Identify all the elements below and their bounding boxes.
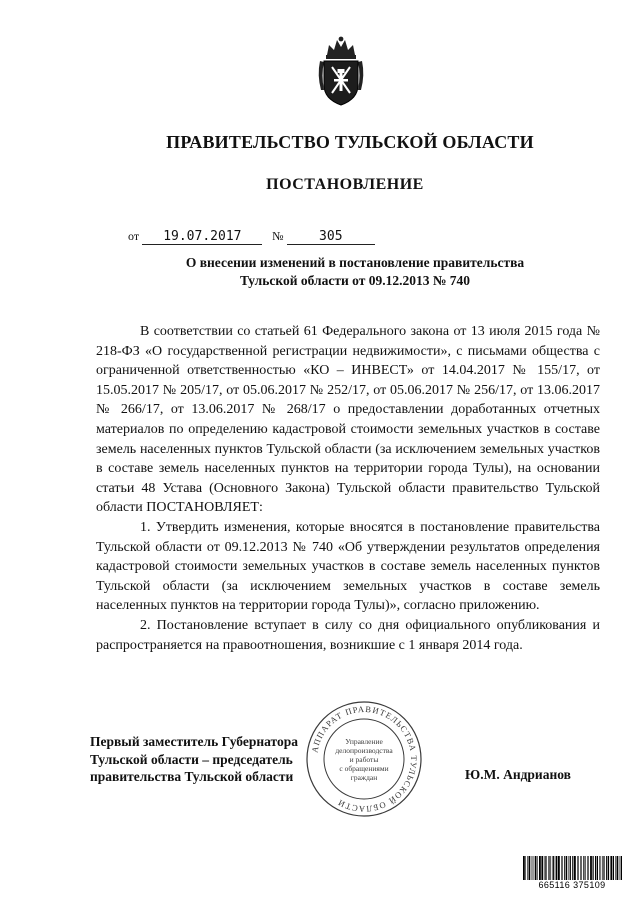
barcode-bar <box>532 856 533 882</box>
date-label: от <box>128 229 140 243</box>
barcode-bar <box>577 856 578 882</box>
barcode-bar <box>527 856 528 882</box>
barcode-bar <box>556 856 558 882</box>
document-subject <box>120 254 590 290</box>
barcode-bar <box>569 856 570 882</box>
stamp-center-line: делопроизводства <box>335 746 393 755</box>
signatory-name: Ю.М. Андрианов <box>465 767 571 782</box>
barcode-bar <box>610 856 612 882</box>
barcode-bar <box>558 856 560 882</box>
official-stamp <box>305 700 423 818</box>
signatory-title-line: Первый заместитель Губернатора <box>90 734 298 749</box>
barcode-bar <box>580 856 581 882</box>
barcode-bar <box>597 856 598 882</box>
barcode-bar <box>545 856 546 882</box>
stamp-center-line: с обращениями <box>339 764 389 773</box>
barcode-bar <box>541 856 543 882</box>
document-body <box>96 322 600 655</box>
barcode-bar <box>583 856 584 882</box>
document-type: ПОСТАНОВЛЕНИЕ <box>266 176 424 193</box>
document-date: 19.07.2017 <box>142 230 262 245</box>
barcode-bar <box>620 856 621 882</box>
barcode-bar <box>525 856 526 882</box>
stamp-center-line: граждан <box>350 773 378 782</box>
signatory-title-line: правительства Тульской области <box>90 769 294 784</box>
barcode-bar <box>572 856 573 882</box>
registration-line <box>128 228 375 245</box>
barcode-bar <box>537 856 538 882</box>
barcode-bar <box>615 856 616 882</box>
barcode-bar <box>602 856 603 882</box>
subject-line: Тульской области от 09.12.2013 № 740 <box>239 273 471 288</box>
government-title: ПРАВИТЕЛЬСТВО ТУЛЬСКОЙ ОБЛАСТИ <box>166 132 534 152</box>
barcode-bar <box>533 856 534 882</box>
barcode-bar <box>588 856 589 882</box>
barcode-bar <box>529 856 531 882</box>
barcode-bar <box>578 856 579 882</box>
barcode-bar <box>552 856 553 882</box>
barcode-bar <box>566 856 567 882</box>
barcode-bar <box>523 856 525 882</box>
barcode-bar <box>581 856 582 882</box>
barcode-bar <box>561 856 562 882</box>
preamble-paragraph: В соответствии со статьей 61 Федерального закона от 13 июля 2015 года № 218-ФЗ «О государственной регистрации недвижимости», с письмами общества с ограниченной ответственностью «КО – ИНВЕСТ» от 14.04.2017 № 155/17, от 15.05.2017 № 205/17, от 05.06.2017 № 252/17, от 05.06.2017 № 256/17, от 13.06.2017 № 266/17, от 13.06.2017 № 268/17 о предоставлении доработанных отчетных материалов по определению кадастровой стоимости земельных участков в составе земель населенных пунктов Тульской области (за исключением земельных участков в составе земель населенных пунктов на территории города Тулы), на основании статьи 48 Устава (Основного Закона) Тульской области правительство Тульской области ПОСТАНОВЛЯЕТ: <box>96 324 600 516</box>
signatory-title <box>90 733 298 786</box>
stamp-ring-text: АППАРАТ ПРАВИТЕЛЬСТВА ТУЛЬСКОЙ ОБЛАСТИ <box>309 703 420 815</box>
barcode-number: 665116 375109 <box>522 880 622 890</box>
barcode-bar <box>553 856 554 882</box>
resolution-item-2: 2. Постановление вступает в силу со дня официального опубликования и распространяется на правоотношения, возникшие с 1 января 2014 года. <box>96 617 600 653</box>
resolution-item-1: 1. Утвердить изменения, которые вносятся в постановление правительства Тульской области от 09.12.2013 № 740 «Об утверждении результатов определения кадастровой стоимости земельных участков в составе земель населенных пунктов Тульской области (за исключением земельных участков в составе земель населенных пунктов на территории города Тулы)», согласно приложению. <box>96 519 600 614</box>
barcode-bar <box>621 856 622 882</box>
document-number: 305 <box>287 230 375 245</box>
barcode-bar <box>590 856 592 882</box>
barcode-bar <box>601 856 602 882</box>
barcode-bar <box>587 856 588 882</box>
signatory-title-line: Тульской области – председатель <box>90 751 293 767</box>
barcode-bar <box>535 856 537 882</box>
stamp-center-line: и работы <box>349 755 379 764</box>
barcode-bar <box>574 856 576 882</box>
barcode-bar <box>617 856 619 882</box>
barcode-bar <box>599 856 600 882</box>
barcode-bar <box>606 856 607 882</box>
barcode-bar <box>548 856 549 882</box>
tula-region-coat-of-arms-icon <box>315 35 367 107</box>
barcode-bar <box>562 856 563 882</box>
barcode-bar <box>564 856 565 882</box>
barcode-bar <box>604 856 605 882</box>
barcode-bar <box>608 856 609 882</box>
barcode-bar <box>546 856 547 882</box>
barcode-bar <box>585 856 586 882</box>
barcode-bar <box>549 856 550 882</box>
barcode-bar <box>613 856 614 882</box>
number-label: № <box>272 229 284 243</box>
barcode-bar <box>593 856 594 882</box>
barcode-bar <box>595 856 596 882</box>
subject-line: О внесении изменений в постановление правительства <box>185 255 525 270</box>
barcode-bar <box>539 856 541 882</box>
barcode-bar <box>570 856 571 882</box>
stamp-center-line: Управление <box>345 737 383 746</box>
